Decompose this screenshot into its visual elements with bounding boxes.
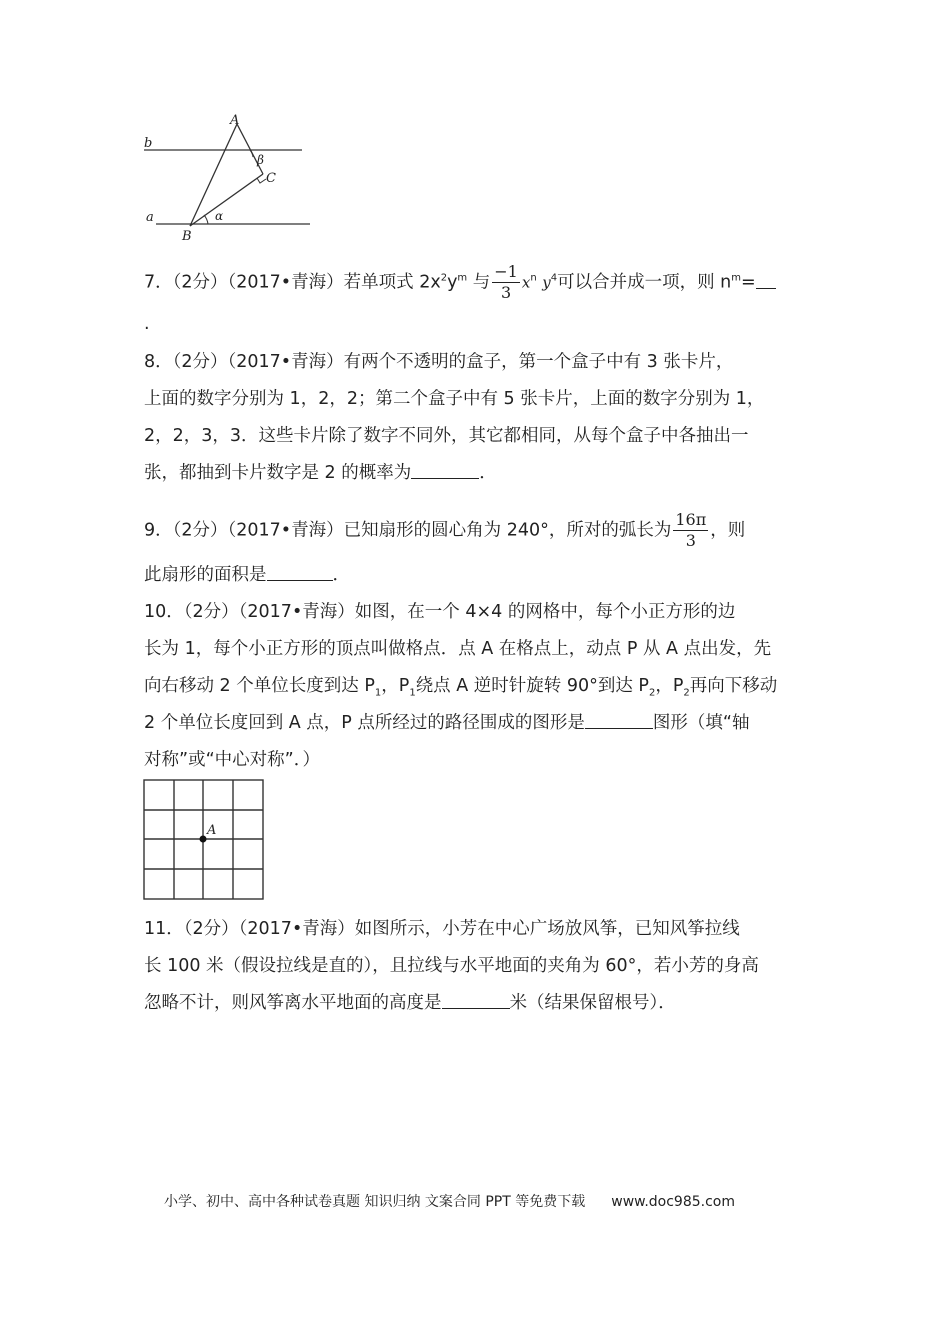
q10-sub2: 1 [409,687,416,699]
q10-sub3: 2 [648,687,656,699]
q8-line3: 2，2，3，3．这些卡片除了数字不同外，其它都相同，从每个盒子中各抽出一 [144,426,749,446]
q11-line3-end: 米（结果保留根号）． [509,993,676,1013]
label-line-a: a [146,210,154,225]
q7-eq: = [741,272,756,293]
q7-answer-blank [756,272,776,289]
q11-line3 [144,991,676,1015]
grid-point-a [200,836,207,843]
q11-line3-text: 忽略不计，则风筝离水平地面的高度是 [144,993,442,1013]
q10-line3 [144,674,777,698]
q8-line4-text: 张，都抽到卡片数字是 2 的概率为 [144,463,412,483]
footer-url[interactable]: www.doc985.com [611,1194,735,1210]
label-c-point: C [266,171,276,186]
q9-line2-end: ． [332,565,350,585]
right-angle-mark [257,178,266,183]
q8-line4 [144,461,497,485]
label-a-point: A [230,113,240,128]
q10-answer-blank [585,712,653,729]
q7-exp1: 2 [440,272,448,284]
q9-line1 [144,510,745,551]
q11-line2: 长 100 米（假设拉线是直的），且拉线与水平地面的夹角为 60°，若小芳的身高 [144,956,759,976]
q10-line4-end: 图形（填“轴 [652,713,750,733]
footer-text: 小学、初中、高中各种试卷真题 知识归纳 文案合同 PPT 等免费下载 [164,1194,586,1210]
q9-prefix: 9．（2分）（2017•青海）已知扇形的圆心角为 240°，所对的弧长为 [144,520,672,541]
q9-line2-text: 此扇形的面积是 [144,565,267,585]
q7-line1 [144,262,776,303]
grid-figure [143,779,265,901]
q8-line4-end: ． [479,463,497,483]
q10-line4 [144,711,750,735]
q7-y: y [447,272,458,293]
q9-line2 [144,563,350,587]
q9-frac-den: 3 [685,531,696,550]
q10-line3-a: 向右移动 2 个单位长度到达 P [144,676,375,696]
q7-line2: . [144,314,150,334]
q10-line3-d: ，P [655,676,684,696]
segment-bc [190,174,263,226]
q10-line3-b: ，P [381,676,410,696]
q10-sub4: 2 [683,687,690,699]
segment-ab [190,124,237,226]
q10-line5: 对称”或“中心对称”．） [144,750,320,770]
label-alpha: α [215,209,224,223]
q9-suffix: ，则 [710,520,746,541]
label-beta: β [257,153,264,167]
q10-sub1: 1 [374,687,382,699]
q7-frac-num: −1 [494,262,518,281]
q7-fraction [492,262,520,303]
q11-line1: 11．（2分）（2017•青海）如图所示，小芳在中心广场放风筝，已知风筝拉线 [144,919,740,939]
q8-answer-blank [411,462,479,479]
grid-label-a: A [207,823,217,838]
q8-line1: 8．（2分）（2017•青海）有两个不透明的盒子，第一个盒子中有 3 张卡片， [144,352,734,372]
label-line-b: b [144,136,153,151]
q7-x-exp: n [530,272,537,284]
q10-line4-text: 2 个单位长度回到 A 点，P 点所经过的路径围成的图形是 [144,713,585,733]
q10-line3-c: 绕点 A 逆时针旋转 90°到达 P [415,676,649,696]
q7-x-var: x [521,273,531,292]
alpha-arc [204,215,208,224]
q9-fraction [673,510,708,551]
q11-answer-blank [442,992,510,1009]
q7-n-exp: m [731,272,741,284]
q8-line2: 上面的数字分别为 1，2，2；第二个盒子中有 5 张卡片，上面的数字分别为 1， [144,389,765,409]
parallel-lines-figure [138,110,318,245]
q9-frac-num: 16π [675,510,707,529]
q7-prefix: 7．（2分）（2017•青海）若单项式 2x [144,272,441,293]
q7-y-var: y [542,273,551,292]
q10-line2: 长为 1，每个小正方形的顶点叫做格点．点 A 在格点上，动点 P 从 A 点出发，先 [144,639,772,659]
q10-line3-e: 再向下移动 [689,676,778,696]
q7-mid: 与 [467,272,491,293]
q7-frac-den: 3 [500,283,512,302]
q7-y-exp: 4 [550,272,558,284]
page-footer [164,1191,735,1211]
q9-answer-blank [267,564,333,581]
q10-line1: 10．（2分）（2017•青海）如图，在一个 4×4 的网格中，每个小正方形的边 [144,602,736,622]
label-b-point: B [182,229,192,244]
q7-exp2: m [457,272,468,284]
q7-suffix: 可以合并成一项，则 n [557,272,732,293]
